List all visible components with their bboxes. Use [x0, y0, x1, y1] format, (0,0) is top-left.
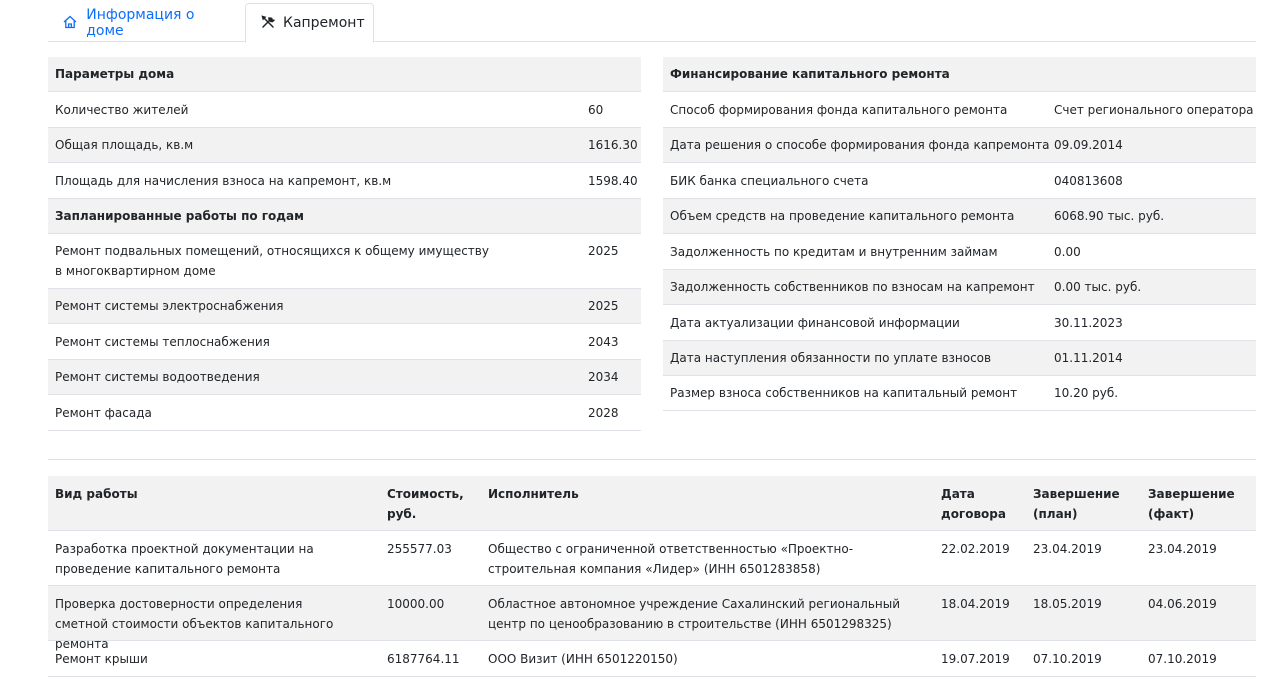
col-header-end-fact: Завершение (факт) — [1148, 487, 1235, 521]
table-row: Ремонт системы теплоснабжения 2043 — [48, 324, 641, 360]
planned-header: Запланированные работы по годам — [48, 199, 641, 234]
table-row: Ремонт системы водоотведения 2034 — [48, 360, 641, 395]
home-icon — [62, 14, 79, 32]
table-row: Общая площадь, кв.м 1616.30 — [48, 128, 641, 163]
tab-bar — [48, 3, 1256, 42]
tab-house-info[interactable] — [48, 3, 244, 42]
tab-capital-repair-label: Капремонт — [283, 15, 365, 31]
col-header-end-plan: Завершение (план) — [1033, 487, 1120, 521]
table-row: Задолженность по кредитам и внутренним займам 0.00 — [663, 234, 1256, 270]
table-row: Площадь для начисления взноса на капремонт, кв.м 1598.40 — [48, 163, 641, 199]
table-row: БИК банка специального счета 040813608 — [663, 163, 1256, 199]
col-header-executor: Исполнитель — [488, 487, 579, 501]
tab-capital-repair[interactable] — [245, 3, 374, 43]
table-row: Количество жителей 60 — [48, 92, 641, 128]
table-row: Ремонт системы электроснабжения 2025 — [48, 289, 641, 324]
table-row: Объем средств на проведение капитального ремонта 6068.90 тыс. руб. — [663, 199, 1256, 234]
table-row: Ремонт крыши 6187764.11 ООО Визит (ИНН 6501220150) 19.07.2019 07.10.2019 07.10.2019 — [48, 641, 1256, 677]
table-row: Ремонт фасада 2028 — [48, 395, 641, 431]
table-row: Дата актуализации финансовой информации 30.11.2023 — [663, 305, 1256, 341]
table-row: Дата наступления обязанности по уплате взносов 01.11.2014 — [663, 341, 1256, 376]
col-header-contract-date: Дата договора — [941, 487, 1006, 521]
table-row: Задолженность собственников по взносам на капремонт 0.00 тыс. руб. — [663, 270, 1256, 305]
finance-header: Финансирование капитального ремонта — [663, 57, 1256, 92]
table-row: Дата решения о способе формирования фонда капремонта 09.09.2014 — [663, 128, 1256, 163]
col-header-cost: Стоимость, руб. — [387, 487, 464, 521]
section-divider — [48, 459, 1256, 460]
params-header: Параметры дома — [48, 57, 641, 92]
table-row: Размер взноса собственников на капитальный ремонт 10.20 руб. — [663, 376, 1256, 411]
table-row: Разработка проектной документации на проведение капитального ремонта 255577.03 Общество с ограниченной ответственностью «Проектно-строительная компания «Лидер» (ИНН 6501283858) 22.02.2019 23.04.2019 23.04.2019 — [48, 531, 1256, 586]
table-row: Способ формирования фонда капитального ремонта Счет регионального оператора — [663, 92, 1256, 128]
tab-house-info-label: Информация о доме — [86, 6, 195, 39]
table-row: Ремонт подвальных помещений, относящихся к общему имуществу в многоквартирном доме 2025 — [48, 234, 641, 289]
col-header-type: Вид работы — [55, 487, 138, 501]
tools-icon — [260, 14, 276, 32]
works-header-row — [48, 476, 1256, 531]
table-row: Проверка достоверности определения сметной стоимости объектов капитального ремонта 10000.00 Областное автономное учреждение Сахалинский региональный центр по ценообразованию в строительстве (ИНН 6501298325) 18.04.2019 18.05.2019 04.06.2019 — [48, 586, 1256, 641]
